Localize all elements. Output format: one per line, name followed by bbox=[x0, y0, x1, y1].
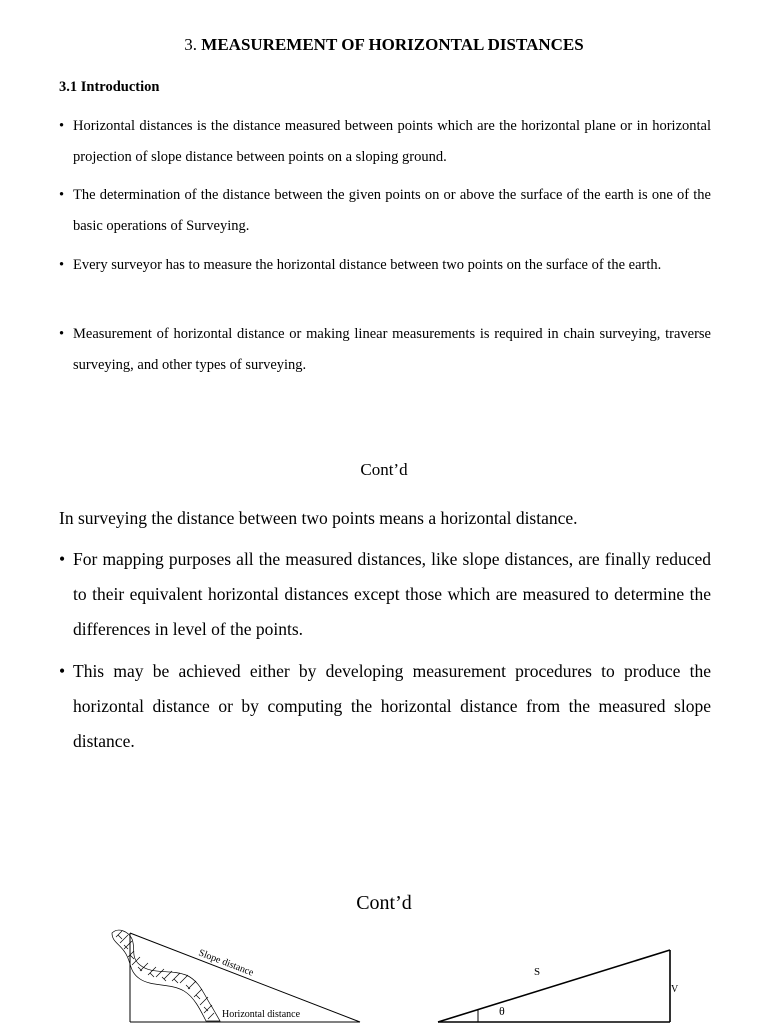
bullet-icon: • bbox=[59, 661, 66, 681]
surveying-bullet-2 bbox=[59, 654, 711, 759]
v-label: V bbox=[671, 984, 679, 995]
slope-distance-label: Slope distance bbox=[196, 947, 256, 979]
contd-heading-2: Cont’d bbox=[356, 892, 412, 914]
intro-bullet-4 bbox=[59, 319, 711, 381]
contd-heading-1: Cont’d bbox=[360, 460, 408, 479]
triangle-hypotenuse bbox=[438, 950, 670, 1022]
intro-heading: 3.1 Introduction bbox=[59, 79, 160, 95]
intro-bullet-text: Measurement of horizontal distance or making linear measurements is required in chain surveying, traverse surveying, and other types of surveying. bbox=[73, 326, 711, 373]
terrain-hatching bbox=[112, 930, 220, 1021]
bullet-icon: • bbox=[59, 187, 65, 203]
intro-bullet-text: Horizontal distances is the distance measured between points which are the horizontal plane or in horizontal projection of slope distance between points on a sloping ground. bbox=[73, 118, 711, 165]
s-label: S bbox=[534, 966, 541, 978]
surveying-paragraph: In surveying the distance between two points means a horizontal distance. bbox=[59, 508, 578, 528]
theta-label: θ bbox=[499, 1004, 505, 1018]
slope-triangle-figure bbox=[430, 940, 690, 1024]
surveying-bullet-text: For mapping purposes all the measured distances, like slope distances, are finally reduced to their equivalent horizontal distances except those which are measured to determine the differences in level of the points. bbox=[73, 549, 711, 639]
bullet-icon: • bbox=[59, 257, 65, 273]
horizontal-distance-label: Horizontal distance bbox=[222, 1009, 301, 1020]
intro-bullet-1 bbox=[59, 111, 711, 173]
intro-bullet-2 bbox=[59, 180, 711, 242]
slope-distance-figure bbox=[100, 925, 370, 1024]
intro-bullet-text: Every surveyor has to measure the horizontal distance between two points on the surface of the earth. bbox=[73, 257, 662, 273]
surveying-bullet-1 bbox=[59, 542, 711, 647]
bullet-icon: • bbox=[59, 549, 66, 569]
bullet-icon: • bbox=[59, 326, 65, 342]
intro-bullet-3 bbox=[59, 250, 711, 281]
surveying-bullet-text: This may be achieved either by developing measurement procedures to produce the horizontal distance or by computing the horizontal distance from the measured slope distance. bbox=[73, 661, 711, 751]
section-title-text: MEASUREMENT OF HORIZONTAL DISTANCES bbox=[201, 35, 584, 54]
section-title bbox=[0, 34, 768, 56]
bullet-icon: • bbox=[59, 118, 65, 134]
intro-bullet-text: The determination of the distance between the given points on or above the surface of the earth is one of the basic operations of Surveying. bbox=[73, 187, 711, 234]
section-number: 3. bbox=[184, 35, 198, 54]
